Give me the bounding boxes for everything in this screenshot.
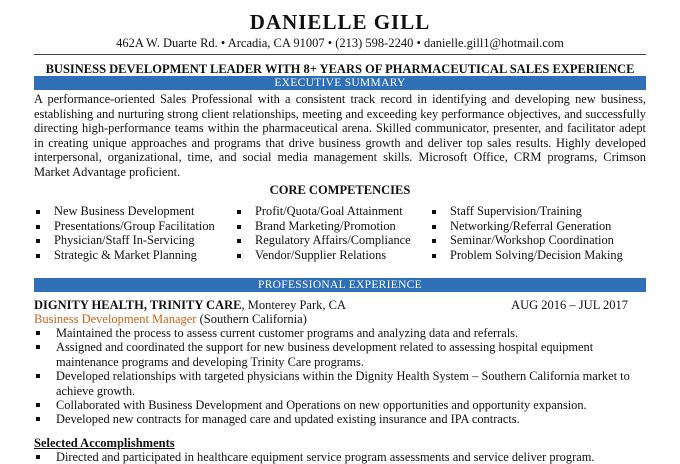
job-role [34,312,307,327]
competency-item: Problem Solving/Decision Making [430,248,623,263]
contact-line: 462A W. Duarte Rd. • Arcadia, CA 91007 • (213) 598-2240 • danielle.gill1@hotmail.com [116,36,564,50]
competency-item: Brand Marketing/Promotion [235,219,411,234]
competency-item: New Business Development [34,204,215,219]
job-duties-list [34,326,646,427]
candidate-name: DANIELLE GILL [249,10,431,34]
competencies-column-1 [34,204,215,262]
employer-name: DIGNITY HEALTH, TRINITY CARE [34,298,242,312]
competency-item: Profit/Quota/Goal Attainment [235,204,411,219]
job-title: Business Development Manager [34,312,197,326]
duty-item: Maintained the process to assess current customer programs and analyzing data and referrals. [34,326,646,340]
employer-location: , Monterey Park, CA [241,298,346,312]
header-divider [34,54,646,55]
job-dates: AUG 2016 – JUL 2017 [511,298,628,312]
professional-headline: BUSINESS DEVELOPMENT LEADER WITH 8+ YEARS OF PHARMACEUTICAL SALES EXPERIENCE [45,62,635,76]
competency-item: Physician/Staff In-Servicing [34,233,215,248]
competency-item: Regulatory Affairs/Compliance [235,233,411,248]
competency-item: Strategic & Market Planning [34,248,215,263]
competencies-column-3 [430,204,623,262]
competency-item: Vendor/Supplier Relations [235,248,411,263]
core-competencies-heading: CORE COMPETENCIES [269,183,411,197]
accomplishment-item: Directed and participated in healthcare equipment service program assessments and service deliver program. [34,450,646,464]
competencies-column-2 [235,204,411,262]
section-bar-professional-experience: PROFESSIONAL EXPERIENCE [34,278,646,292]
competency-item: Presentations/Group Facilitation [34,219,215,234]
duty-item: Developed relationships with targeted physicians within the Dignity Health System – Southern California market to achieve growth. [34,369,646,398]
selected-accomplishments-heading: Selected Accomplishments [34,436,175,450]
competency-item: Networking/Referral Generation [430,219,623,234]
competency-item: Seminar/Workshop Coordination [430,233,623,248]
employer-line [34,298,346,313]
duty-item: Assigned and coordinated the support for new business development related to assessing hospital equipment maintenance programs and developing Trinity Care programs. [34,340,646,369]
section-bar-executive-summary: EXECUTIVE SUMMARY [34,76,646,90]
job-header [34,298,646,313]
duty-item: Developed new contracts for managed care and updated existing insurance and IPA contracts. [34,412,646,426]
job-region: (Southern California) [196,312,307,326]
accomplishments-list [34,450,646,464]
competency-item: Staff Supervision/Training [430,204,623,219]
duty-item: Collaborated with Business Development and Operations on new opportunities and opportunity expansion. [34,398,646,412]
summary-text: A performance-oriented Sales Professional with a consistent track record in identifying and developing new business, establishing and nurturing strong client relationships, meeting and exceeding key performance objectives, and successfully directing high-performance teams within the pharmaceutical arena. Skilled communicator, presenter, and facilitator adept in creating unique approaches and programs that drive business growth and deliver top sales results. Highly developed interpersonal, organizational, time, and social media management skills. Microsoft Office, CRM programs, Crimson Market Advantage proficient. [34,92,646,179]
executive-summary [34,92,646,180]
